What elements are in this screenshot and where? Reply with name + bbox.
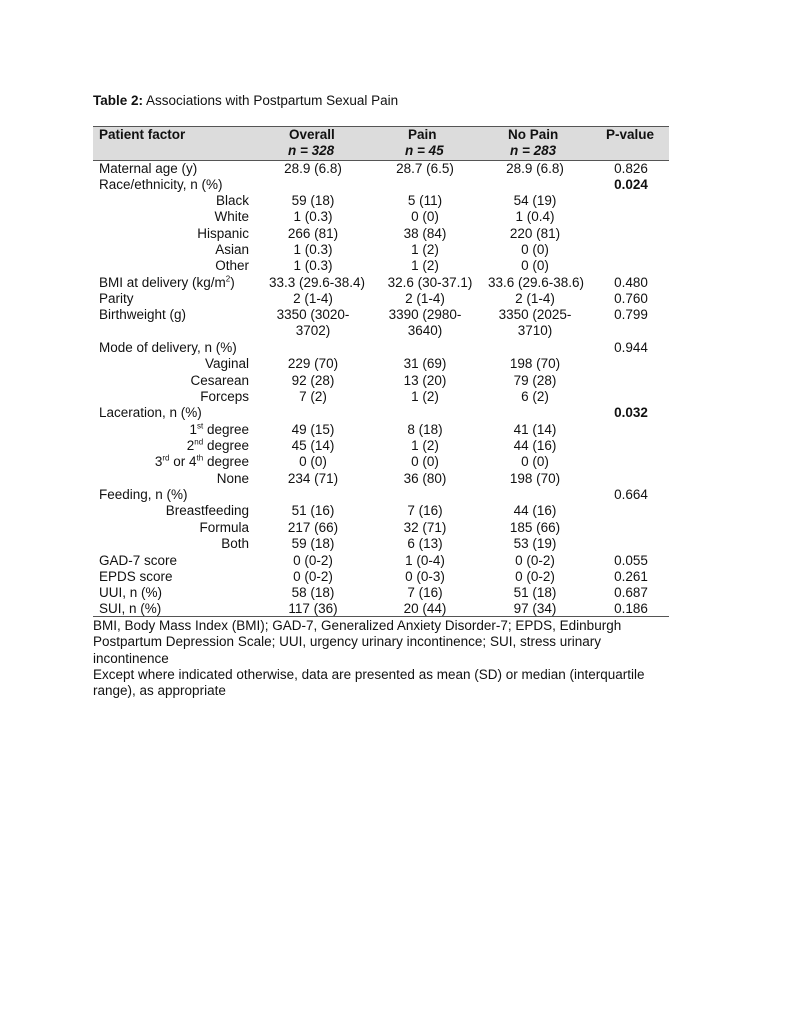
cell-p-value: 0.055 [614, 553, 648, 568]
row-sublabel: None [216, 471, 249, 486]
table-bottom-rule [93, 616, 669, 617]
cell-pain: 32 (71) [403, 520, 447, 535]
cell-no-pain: 97 (34) [513, 601, 557, 616]
cell-no-pain: 1 (0.4) [515, 209, 555, 224]
cell-overall: 1 (0.3) [293, 258, 333, 273]
row-sublabel-1st-degree: 1st degree [189, 421, 249, 437]
row-label: EPDS score [99, 569, 173, 584]
cell-no-pain: 0 (0) [521, 242, 549, 257]
cell-overall: 229 (70) [287, 356, 339, 371]
header-patient-factor: Patient factor [99, 127, 186, 142]
cell-no-pain: 44 (16) [513, 438, 557, 453]
row-sublabel: Other [215, 258, 249, 273]
row-sublabel: Breastfeeding [165, 503, 249, 518]
row-sublabel: Asian [215, 242, 249, 257]
cell-overall: 28.9 (6.8) [284, 161, 342, 176]
cell-no-pain: 198 (70) [509, 356, 561, 371]
cell-overall: 7 (2) [299, 389, 327, 404]
row-label: Race/ethnicity, n (%) [99, 177, 223, 192]
cell-no-pain: 220 (81) [509, 226, 561, 241]
cell-p-value: 0.186 [614, 601, 648, 616]
cell-overall: 49 (15) [291, 422, 335, 437]
cell-pain: 13 (20) [403, 373, 447, 388]
cell-overall: 33.3 (29.6-38.4) [268, 275, 366, 290]
row-sublabel: Vaginal [204, 356, 249, 371]
cell-pain: 20 (44) [403, 601, 447, 616]
footnote-abbreviations: BMI, Body Mass Index (BMI); GAD-7, Generalized Anxiety Disorder-7; EPDS, Edinburgh Postpartum Depression Scale; UUI, urgency urinary incontinence; SUI, stress urinary incontinence [93, 618, 622, 666]
cell-overall: 1 (0.3) [293, 242, 333, 257]
row-label: Parity [99, 291, 134, 306]
cell-no-pain: 185 (66) [509, 520, 561, 535]
cell-overall: 234 (71) [287, 471, 339, 486]
row-sublabel: Both [221, 536, 249, 551]
cell-pain: 1 (2) [411, 258, 439, 273]
cell-no-pain: 3710) [517, 323, 553, 338]
row-label: SUI, n (%) [99, 601, 162, 616]
cell-pain: 3640) [407, 323, 443, 338]
cell-no-pain: 44 (16) [513, 503, 557, 518]
cell-p-value: 0.799 [614, 307, 648, 322]
row-label: Laceration, n (%) [99, 405, 202, 420]
table-caption-label: Table 2: [93, 93, 144, 108]
row-label-bmi: BMI at delivery $(kg/m^2)$ [99, 274, 235, 290]
cell-pain: 5 (11) [407, 193, 443, 208]
cell-overall: 59 (18) [291, 193, 335, 208]
header-pain: Pain [408, 127, 437, 142]
cell-overall: 45 (14) [291, 438, 335, 453]
cell-pain: 7 (16) [407, 503, 443, 518]
cell-pain: 31 (69) [403, 356, 447, 371]
row-label: Maternal age (y) [99, 161, 198, 176]
cell-pain: 0 (0-3) [405, 569, 445, 584]
cell-overall: 117 (36) [288, 601, 338, 616]
cell-overall: 59 (18) [291, 536, 335, 551]
cell-no-pain: 3350 (2025- [498, 307, 572, 322]
cell-no-pain: 51 (18) [513, 585, 557, 600]
cell-pain: 2 (1-4) [405, 291, 445, 306]
cell-pain: 0 (0) [411, 209, 439, 224]
cell-p-value: 0.687 [614, 585, 648, 600]
cell-no-pain: 79 (28) [513, 373, 557, 388]
cell-pain: 6 (13) [407, 536, 443, 551]
row-sublabel: Formula [199, 520, 249, 535]
cell-no-pain: 33.6 (29.6-38.6) [487, 275, 585, 290]
cell-p-value: 0.032 [614, 405, 648, 420]
cell-p-value: 0.664 [614, 487, 648, 502]
cell-overall: 0 (0-2) [293, 553, 333, 568]
row-sublabel-3rd-4th-degree: 3rd or 4th degree [154, 453, 249, 469]
header-overall: Overall [289, 127, 335, 142]
cell-overall: 217 (66) [287, 520, 339, 535]
cell-pain: 38 (84) [403, 226, 447, 241]
row-label: Feeding, n (%) [99, 487, 188, 502]
header-no-pain: No Pain [508, 127, 559, 142]
row-label: Birthweight (g) [99, 307, 187, 322]
cell-pain: 32.6 (30-37.1) [387, 275, 473, 290]
row-sublabel: Cesarean [190, 373, 249, 388]
cell-overall: 0 (0-2) [293, 569, 333, 584]
row-label: UUI, n (%) [99, 585, 163, 600]
cell-no-pain: 0 (0) [521, 258, 549, 273]
cell-pain: 1 (2) [411, 242, 439, 257]
cell-no-pain: 0 (0-2) [515, 553, 555, 568]
row-sublabel: Hispanic [197, 226, 249, 241]
row-sublabel-2nd-degree: 2nd degree [186, 437, 249, 453]
header-no-pain-n: n = 283 [510, 143, 557, 158]
cell-no-pain: 28.9 (6.8) [506, 161, 564, 176]
cell-no-pain: 54 (19) [513, 193, 557, 208]
cell-pain: 28.7 (6.5) [396, 161, 454, 176]
cell-no-pain: 0 (0-2) [515, 569, 555, 584]
cell-overall: 266 (81) [287, 226, 339, 241]
row-sublabel: Black [215, 193, 249, 208]
cell-no-pain: 6 (2) [521, 389, 549, 404]
row-label: GAD-7 score [99, 553, 178, 568]
cell-overall: 1 (0.3) [293, 209, 333, 224]
cell-pain: 7 (16) [407, 585, 443, 600]
cell-overall: 58 (18) [291, 585, 335, 600]
table-caption-text: Associations with Postpartum Sexual Pain [143, 93, 399, 108]
header-overall-n: n = 328 [288, 143, 335, 158]
cell-no-pain: 0 (0) [521, 454, 549, 469]
cell-overall: 0 (0) [299, 454, 327, 469]
cell-no-pain: 41 (14) [513, 422, 557, 437]
cell-pain: 3390 (2980- [388, 307, 462, 322]
row-sublabel: White [214, 209, 249, 224]
cell-pain: 36 (80) [403, 471, 447, 486]
cell-overall: 3702) [295, 323, 331, 338]
cell-p-value: 0.480 [614, 275, 648, 290]
cell-overall: 3350 (3020- [276, 307, 350, 322]
cell-no-pain: 198 (70) [509, 471, 561, 486]
row-label: Mode of delivery, n (%) [99, 340, 237, 355]
cell-overall: 92 (28) [291, 373, 335, 388]
header-pain-n: n = 45 [405, 143, 444, 158]
cell-p-value: 0.261 [614, 569, 648, 584]
cell-pain: 8 (18) [407, 422, 443, 437]
table-caption [93, 93, 398, 108]
cell-no-pain: 53 (19) [513, 536, 557, 551]
cell-overall: 51 (16) [291, 503, 335, 518]
cell-p-value: 0.760 [614, 291, 648, 306]
cell-p-value: 0.024 [614, 177, 648, 192]
cell-pain: 1 (0-4) [405, 553, 445, 568]
header-p-value: P-value [606, 127, 655, 142]
cell-p-value: 0.944 [614, 340, 648, 355]
cell-pain: 0 (0) [411, 454, 439, 469]
cell-pain: 1 (2) [411, 389, 439, 404]
cell-no-pain: 2 (1-4) [515, 291, 555, 306]
cell-p-value: 0.826 [614, 161, 648, 176]
cell-overall: 2 (1-4) [293, 291, 333, 306]
cell-pain: 1 (2) [411, 438, 439, 453]
footnote-note: Except where indicated otherwise, data are presented as mean (SD) or median (interquartile range), as appropriate [93, 667, 645, 699]
row-sublabel: Forceps [200, 389, 249, 404]
